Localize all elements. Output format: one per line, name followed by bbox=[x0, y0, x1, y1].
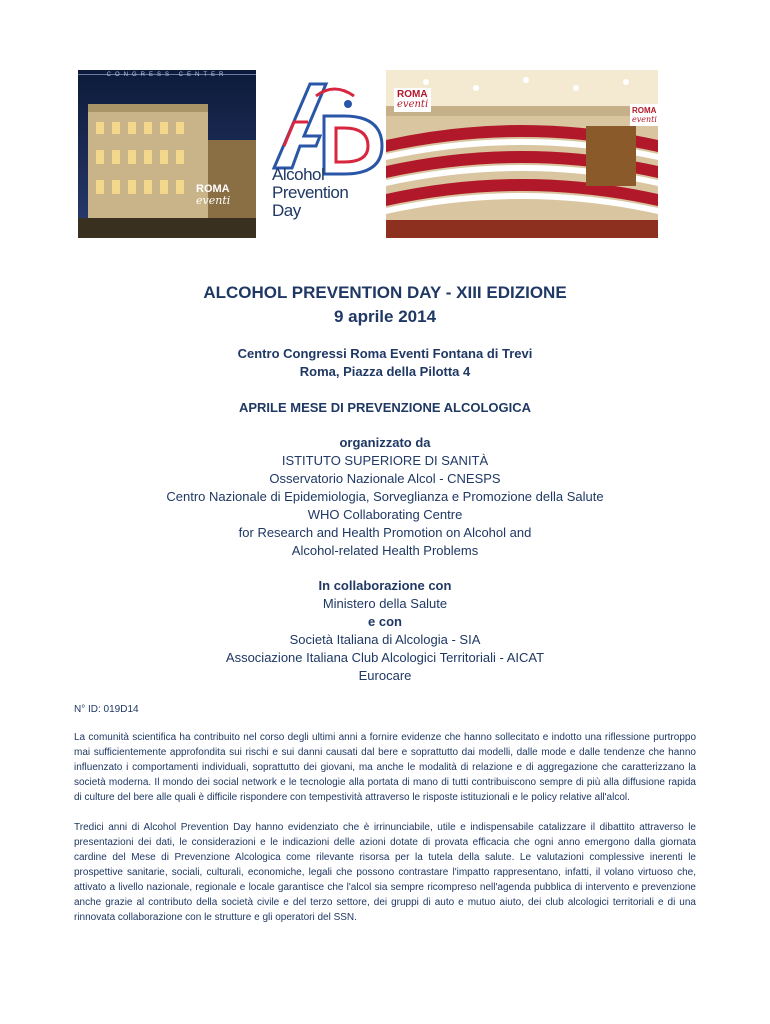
body-paragraph-2: Tredici anni di Alcohol Prevention Day hanno evidenziato che è irrinunciabile, utile e indispensabile catalizzare il dibattito attraverso le presentazioni dei dati, le considerazioni e le indicazioni delle azioni dotate di provata efficacia che ogni anno emergono dalla giornata cardine del Mese di Prevenzione Alcologica come rilevante risorsa per la tutela della salute. Le valutazioni complessive inerenti le prospettive sanitarie, sociali, culturali, economiche, legali che possono contrastare l'impatto rappresentano, infatti, il volano virtuoso che, attivato a livello nazionale, regionale e locale garantisce che l'alcol sia sempre ricompreso nell'agenda pubblica di intervento e prevenzione anche grazie al contributo della società civile e del terzo settore, dei gruppi di auto e mutuo aiuto, dei club alcologici territoriali e di una rinnovata collaborazione con le strutture e gli operatori del SSN. bbox=[74, 822, 696, 923]
venue-address: Roma, Piazza della Pilotta 4 bbox=[299, 364, 471, 379]
congress-center-caption: CONGRESS CENTER bbox=[106, 72, 228, 78]
roma-eventi-logo-top-left: ROMA eventi bbox=[394, 88, 431, 112]
header-banner bbox=[78, 70, 658, 238]
organizer-line: WHO Collaborating Centre bbox=[307, 507, 463, 522]
logo-text: Alcohol Prevention Day bbox=[272, 165, 349, 220]
venue-exterior-photo bbox=[78, 70, 256, 238]
roma-eventi-logo-top-right: ROMA eventi bbox=[632, 106, 657, 124]
event-id: N° ID: 019D14 bbox=[74, 704, 139, 715]
roma-eventi-logo-left: ROMA eventi bbox=[196, 183, 231, 207]
collaborator-line: Associazione Italiana Club Alcologici Territoriali - AICAT bbox=[225, 650, 545, 665]
organizer-line: Centro Nazionale di Epidemiologia, Sorveglianza e Promozione della Salute bbox=[166, 489, 604, 504]
event-date: 9 aprile 2014 bbox=[333, 307, 437, 326]
organizer-line: Alcohol-related Health Problems bbox=[291, 543, 479, 558]
month-title: APRILE MESE DI PREVENZIONE ALCOLOGICA bbox=[238, 400, 532, 415]
organizers-list bbox=[0, 452, 770, 560]
event-title: ALCOHOL PREVENTION DAY - XIII EDIZIONE bbox=[203, 283, 567, 302]
auditorium-photo bbox=[386, 70, 658, 238]
organizer-line: Osservatorio Nazionale Alcol - CNESPS bbox=[269, 471, 501, 486]
body-paragraph-1: La comunità scientifica ha contribuito nel corso degli ultimi anni a fornire evidenze che hanno sollecitato e indotto una riflessione purtroppo mai sufficientemente approfondita sui rischi e sui danni causati dal bere e soprattutto dai modelli, dalle mode e dalle tendenze che hanno influenzato i comportamenti individuali, soprattutto dei giovani, ma anche le modalità di relazione e di aggregazione che caratterizzano la società moderna. Il mondo dei social network e le tecnologie alla portata di mano di tutti contribuiscono sempre di più alla diffusione rapida di culture del bere alle quali è difficile rispondere con tempestività attraverso le risposte istituzionali e le policy relative all'alcol. bbox=[74, 732, 696, 803]
collaborator-line: Società Italiana di Alcologia - SIA bbox=[289, 632, 481, 647]
collaborator-line: Eurocare bbox=[358, 668, 412, 683]
venue-name: Centro Congressi Roma Eventi Fontana di Trevi bbox=[237, 346, 533, 361]
collaboration-heading: In collaborazione con bbox=[318, 578, 452, 593]
collaboration-connector: e con bbox=[368, 614, 402, 629]
collaborator-ministry: Ministero della Salute bbox=[322, 596, 448, 611]
collaborators-list bbox=[0, 631, 770, 685]
organizer-line: for Research and Health Promotion on Alcohol and bbox=[238, 525, 532, 540]
organizers-heading: organizzato da bbox=[339, 435, 431, 450]
organizer-line: ISTITUTO SUPERIORE DI SANITÀ bbox=[281, 453, 489, 468]
